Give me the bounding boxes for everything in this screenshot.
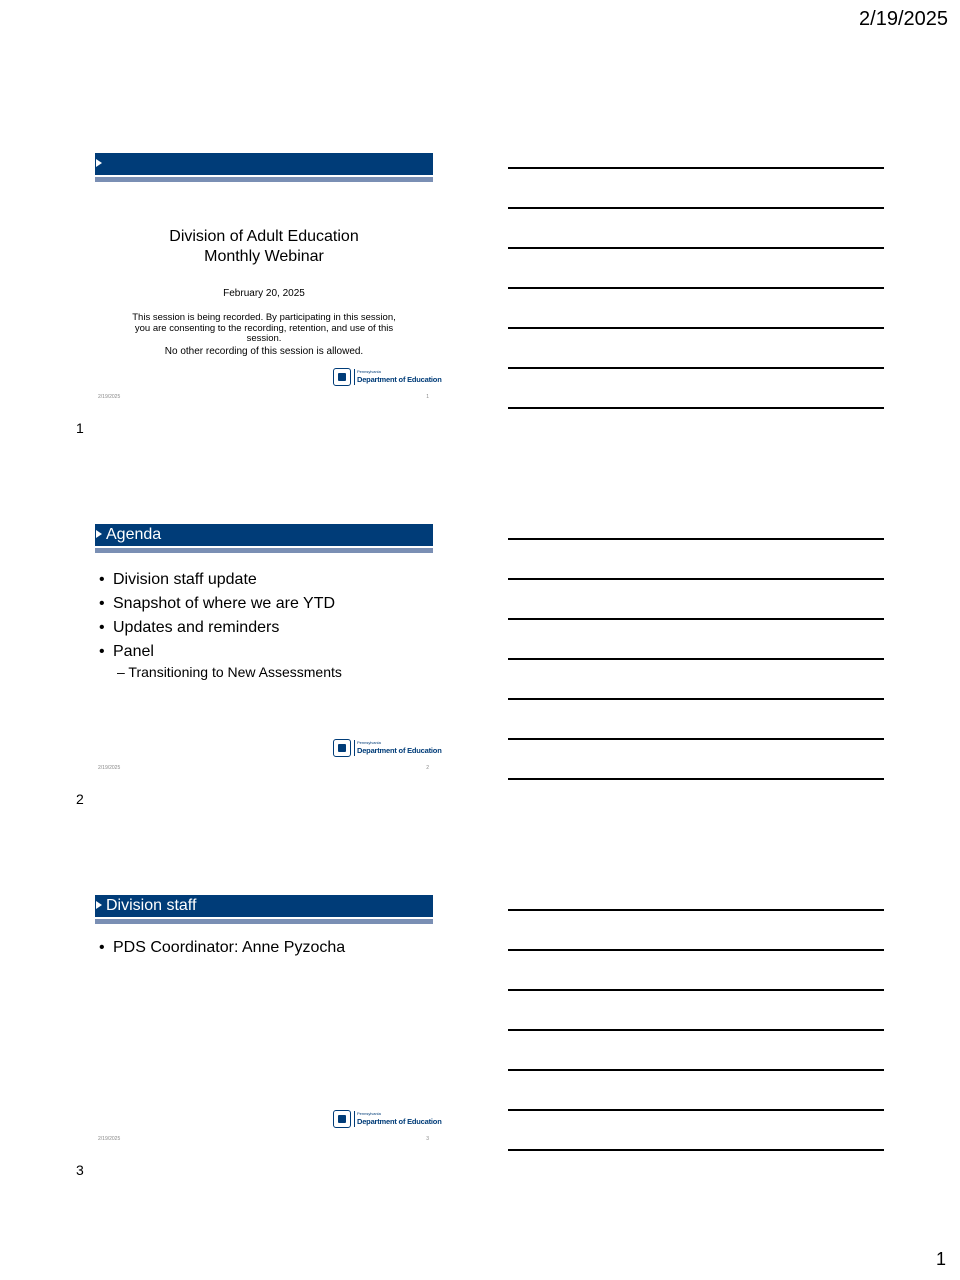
slide-footer-number: 3 bbox=[426, 1136, 429, 1142]
note-line bbox=[508, 327, 884, 329]
slide-1-thumbnail bbox=[95, 153, 442, 408]
slide-title-underline bbox=[95, 177, 433, 182]
logo-main-text: Department of Education bbox=[357, 746, 442, 755]
slide-title-bar bbox=[95, 524, 433, 546]
list-item: • Snapshot of where we are YTD bbox=[99, 592, 335, 616]
slide-number-label: 1 bbox=[76, 420, 84, 436]
pa-department-of-education-logo bbox=[333, 368, 442, 386]
slide-title-underline bbox=[95, 919, 433, 924]
recording-notice: This session is being recorded. By participating in this session, you are consenting to the recording, retention, and use of this session. bbox=[132, 312, 396, 344]
logo-small-text: Pennsylvania bbox=[357, 369, 381, 374]
slide-2-thumbnail bbox=[95, 524, 442, 779]
note-line bbox=[508, 738, 884, 740]
bar-arrow-icon bbox=[96, 159, 102, 167]
slide-title-underline bbox=[95, 548, 433, 553]
list-item: • Panel bbox=[99, 640, 335, 664]
note-line bbox=[508, 618, 884, 620]
logo-main-text: Department of Education bbox=[357, 375, 442, 384]
bar-arrow-icon bbox=[96, 530, 102, 538]
list-item: • Division staff update bbox=[99, 568, 335, 592]
note-line bbox=[508, 658, 884, 660]
slide-title: Agenda bbox=[106, 526, 162, 543]
slide-footer-number: 1 bbox=[426, 394, 429, 400]
slide-3-thumbnail bbox=[95, 895, 442, 1150]
note-line bbox=[508, 247, 884, 249]
note-line bbox=[508, 1029, 884, 1031]
recording-notice-2: No other recording of this session is allowed. bbox=[164, 346, 364, 357]
pa-department-of-education-logo bbox=[333, 739, 442, 757]
note-line bbox=[508, 949, 884, 951]
note-line bbox=[508, 367, 884, 369]
note-line bbox=[508, 989, 884, 991]
staff-list bbox=[99, 936, 345, 960]
slide-footer-date: 2/19/2025 bbox=[98, 1136, 121, 1142]
note-line bbox=[508, 698, 884, 700]
note-line bbox=[508, 538, 884, 540]
note-line bbox=[508, 407, 884, 409]
slide-title-bar bbox=[95, 895, 433, 917]
slide-number-label: 2 bbox=[76, 791, 84, 807]
logo-small-text: Pennsylvania bbox=[357, 740, 381, 745]
sub-list-item: – Transitioning to New Assessments bbox=[117, 664, 342, 680]
slide-footer-number: 2 bbox=[426, 765, 429, 771]
page-date: 2/19/2025 bbox=[859, 8, 948, 30]
slide-title: Division staff bbox=[106, 897, 197, 914]
note-line bbox=[508, 207, 884, 209]
logo-small-text: Pennsylvania bbox=[357, 1111, 381, 1116]
slide-number-label: 3 bbox=[76, 1162, 84, 1178]
pa-department-of-education-logo bbox=[333, 1110, 442, 1128]
keystone-seal-icon bbox=[333, 739, 351, 757]
logo-main-text: Department of Education bbox=[357, 1117, 442, 1126]
slide-heading bbox=[95, 227, 433, 267]
note-line bbox=[508, 1109, 884, 1111]
note-line bbox=[508, 167, 884, 169]
list-item: • Updates and reminders bbox=[99, 616, 335, 640]
slide-title-bar bbox=[95, 153, 433, 175]
page-number: 1 bbox=[935, 1249, 946, 1269]
note-line bbox=[508, 578, 884, 580]
slide-heading-line2: Monthly Webinar bbox=[204, 248, 324, 265]
list-item: • PDS Coordinator: Anne Pyzocha bbox=[99, 936, 345, 960]
note-line bbox=[508, 778, 884, 780]
agenda-list bbox=[99, 568, 335, 664]
slide-heading-line1: Division of Adult Education bbox=[169, 228, 359, 245]
bar-arrow-icon bbox=[96, 901, 102, 909]
note-line bbox=[508, 287, 884, 289]
note-line bbox=[508, 1069, 884, 1071]
keystone-seal-icon bbox=[333, 368, 351, 386]
note-line bbox=[508, 1149, 884, 1151]
keystone-seal-icon bbox=[333, 1110, 351, 1128]
slide-footer-date: 2/19/2025 bbox=[98, 765, 121, 771]
note-line bbox=[508, 909, 884, 911]
slide-footer-date: 2/19/2025 bbox=[98, 394, 121, 400]
slide-date: February 20, 2025 bbox=[223, 288, 305, 299]
